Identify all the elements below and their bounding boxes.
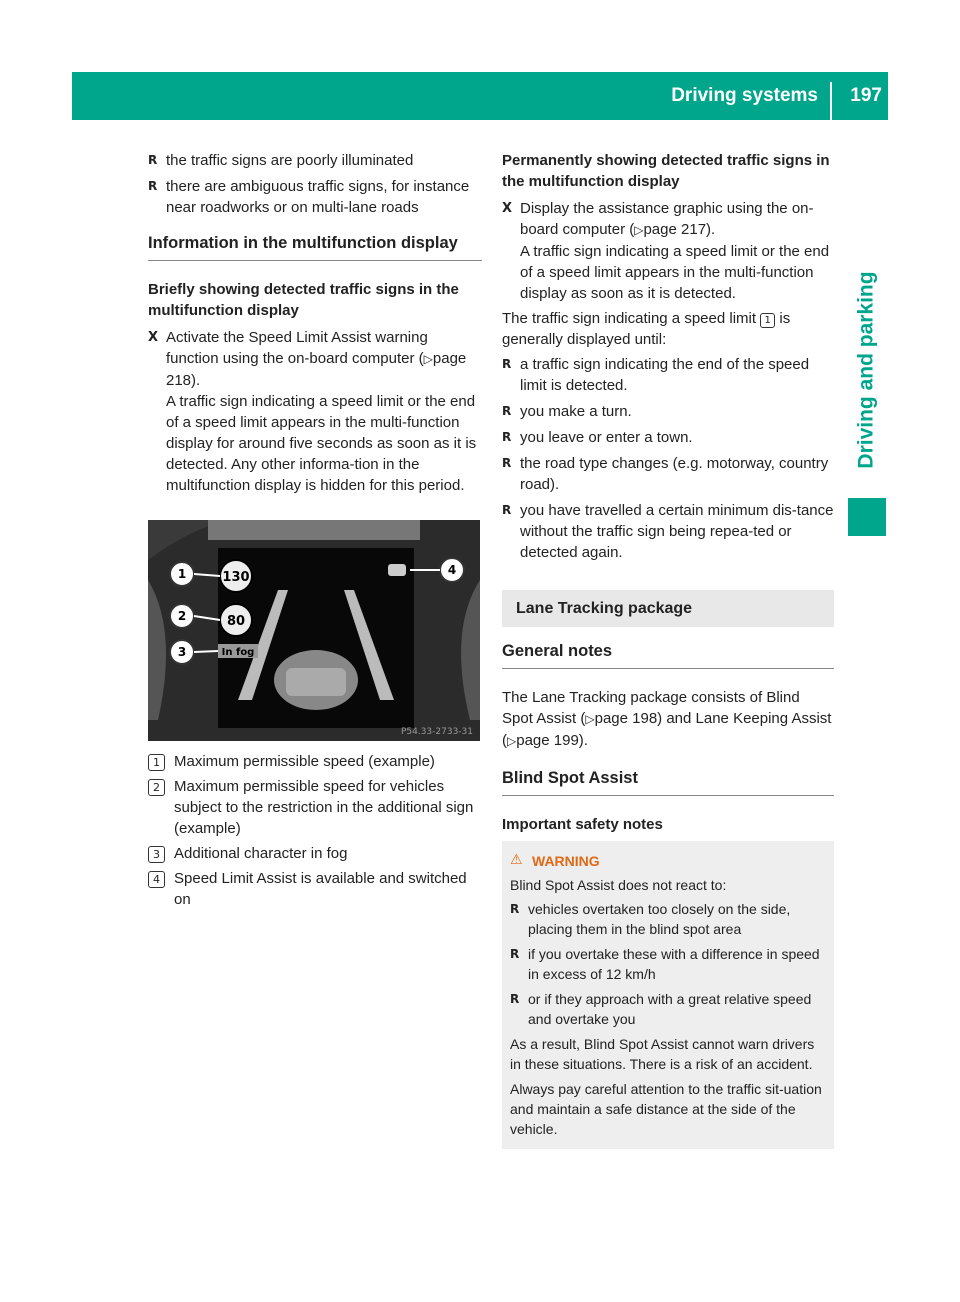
page-ref-icon: ▷ <box>585 712 595 726</box>
callout-number: 4 <box>447 563 457 577</box>
warning-title: ⚠ WARNING <box>510 851 826 871</box>
warning-intro: Blind Spot Assist does not react to: <box>510 877 727 893</box>
legend-text: Speed Limit Assist is available and switched on <box>174 870 467 908</box>
list-item: R you have travelled a certain minimum dis-tance without the traffic sign being repea-ted or detected again. <box>502 500 834 563</box>
paragraph-text: The Lane Tracking package consists of Blind Spot Assist ( <box>502 689 800 727</box>
legend-item <box>148 776 482 839</box>
legend-item <box>148 868 482 910</box>
step-result: A traffic sign indicating a speed limit or the end of a speed limit appears in the multi-function display for around five seconds as soon as it is detected. Any other informa-tion in the multifunction display is hidden for this period. <box>166 393 477 494</box>
page-ref[interactable]: page 198) and Lane Keeping Assist ( <box>502 710 832 749</box>
list-item: R you make a turn. <box>502 401 834 422</box>
callout-number: 3 <box>177 645 187 659</box>
step-text: Activate the Speed Limit Assist warning function using the on-board computer ( <box>166 329 428 367</box>
chapter-tab-label: Driving and parking <box>854 271 878 469</box>
paragraph <box>502 687 834 752</box>
section-heading: Information in the multifunction display <box>148 233 482 261</box>
subsection-heading: Briefly showing detected traffic signs in the multifunction display <box>148 281 459 319</box>
callout-number: 2 <box>177 609 187 623</box>
legend-item <box>148 843 482 864</box>
list-item: R you leave or enter a town. <box>502 427 834 448</box>
speed-sign-text: 130 <box>222 570 250 585</box>
list-item: R the road type changes (e.g. motorway, country road). <box>502 453 834 495</box>
right-column <box>502 150 834 1149</box>
header-divider <box>830 82 832 120</box>
instruction-step <box>502 198 834 304</box>
legend-text: Maximum permissible speed (example) <box>174 753 435 770</box>
page-ref[interactable]: page 218). <box>166 350 467 389</box>
legend-number: 3 <box>148 846 165 863</box>
subsection-heading: Important safety notes <box>502 816 663 833</box>
header-bar <box>72 72 888 120</box>
paragraph-text: is generally displayed until: <box>502 310 791 348</box>
list-item: R the traffic signs are poorly illuminated <box>148 150 482 171</box>
paragraph-text: The traffic sign indicating a speed limit <box>502 310 757 327</box>
warning-box <box>502 841 834 1149</box>
callout-number: 1 <box>177 567 187 581</box>
left-column <box>148 150 482 914</box>
section-heading: General notes <box>502 641 834 669</box>
legend-number: 1 <box>148 754 165 771</box>
legend-item <box>148 751 482 772</box>
page-ref-icon: ▷ <box>423 352 433 366</box>
list-item: R there are ambiguous traffic signs, for instance near roadworks or on multi-lane roads <box>148 176 482 218</box>
list-item: R vehicles overtaken too closely on the side, placing them in the blind spot area <box>510 899 826 939</box>
section-heading: Blind Spot Assist <box>502 768 834 796</box>
page-number: 197 <box>850 85 882 106</box>
legend-number: 4 <box>148 871 165 888</box>
step-text: Display the assistance graphic using the on-board computer ( <box>520 200 814 238</box>
instruction-step <box>148 327 482 496</box>
legend-number: 2 <box>148 779 165 796</box>
subsection-heading: Permanently showing detected traffic signs in the multifunction display <box>502 152 830 190</box>
paragraph <box>502 308 834 350</box>
list-item: R if you overtake these with a difference in speed in excess of 12 km/h <box>510 944 826 984</box>
page-ref-icon: ▷ <box>634 223 644 237</box>
section-box-heading: Lane Tracking package <box>502 590 834 627</box>
warning-paragraph: Always pay careful attention to the traffic sit-uation and maintain a safe distance at the side of the vehicle. <box>510 1081 822 1137</box>
callout-ref: 1 <box>760 313 775 328</box>
figure-code: P54.33-2733-31 <box>400 727 473 737</box>
warning-paragraph: As a result, Blind Spot Assist cannot warn drivers in these situations. There is a risk of an accident. <box>510 1036 815 1072</box>
speed-assist-icon <box>388 564 406 576</box>
instrument-cluster-figure <box>148 520 480 741</box>
chapter-tab <box>846 250 886 490</box>
speed-sign-text: 80 <box>226 614 246 629</box>
chapter-marker <box>848 498 886 536</box>
section-title: Driving systems <box>671 85 818 106</box>
legend-text: Additional character in fog <box>174 845 348 862</box>
list-item: R a traffic sign indicating the end of the speed limit is detected. <box>502 354 834 396</box>
step-result: A traffic sign indicating a speed limit or the end of a speed limit appears in the multi-function display as soon as it is detected. <box>520 243 830 302</box>
page-ref-icon: ▷ <box>507 734 517 748</box>
page-ref[interactable]: page 217). <box>643 221 716 238</box>
list-item: R or if they approach with a great relative speed and overtake you <box>510 989 826 1029</box>
cluster-illustration <box>148 520 480 741</box>
legend-text: Maximum permissible speed for vehicles subject to the restriction in the additional sign (example) <box>174 778 474 837</box>
page-ref[interactable]: page 199). <box>516 732 588 749</box>
fog-sign-text: In fog <box>221 647 255 658</box>
